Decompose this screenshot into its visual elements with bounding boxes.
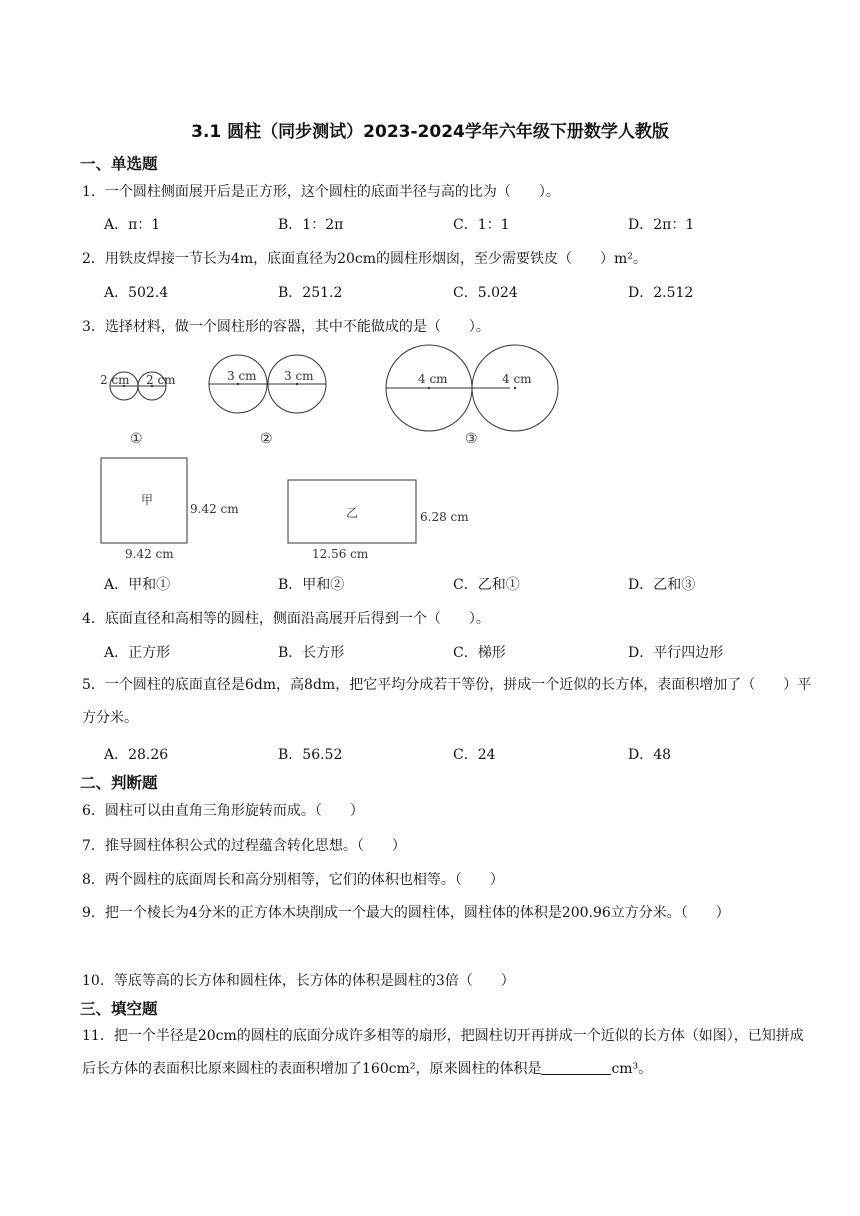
question-1: 1．一个圆柱侧面展开后是正方形，这个圆柱的底面半径与高的比为（ ）。: [82, 184, 560, 200]
rect-yi-bottom-label: 12.56 cm: [312, 547, 369, 561]
rect-yi-side-label: 6.28 cm: [420, 510, 469, 524]
option-c[interactable]: C．24: [453, 747, 496, 763]
circle-1-right-label: 2 cm: [146, 373, 176, 387]
question-3-options: [104, 574, 724, 594]
rect-jia-name: 甲: [141, 493, 154, 507]
marker-3: ③: [465, 431, 478, 447]
question-4-options: [104, 642, 724, 662]
question-2-options: [104, 282, 724, 302]
question-11-unit: cm³。: [611, 1061, 653, 1077]
option-b[interactable]: B．56.52: [278, 747, 343, 763]
circle-3-right-label: 4 cm: [502, 372, 532, 386]
option-b[interactable]: B．251.2: [278, 285, 343, 301]
question-10: 10．等底等高的长方体和圆柱体，长方体的体积是圆柱的3倍（ ）: [82, 973, 515, 989]
option-d[interactable]: D．平行四边形: [628, 645, 724, 661]
question-3-figure: [90, 340, 532, 565]
question-11: [82, 1020, 817, 1086]
answer-blank[interactable]: [541, 1060, 611, 1075]
question-8: 8．两个圆柱的底面周长和高分别相等，它们的体积也相等。（ ）: [82, 872, 504, 888]
marker-1: ①: [130, 431, 143, 447]
question-11-text: 11．把一个半径是20cm的圆柱的底面分成许多相等的扇形，把圆柱切开再拼成一个近似的长方体（如图），已知拼成后长方体的表面积比原来圆柱的表面积增加了160cm²，原来圆柱的体积是: [82, 1028, 804, 1077]
option-d[interactable]: D．48: [628, 747, 672, 763]
option-c[interactable]: C．梯形: [453, 645, 506, 661]
circle-3-left-label: 4 cm: [418, 372, 448, 386]
page-title: 3.1 圆柱（同步测试）2023-2024学年六年级下册数学人教版: [191, 122, 669, 142]
marker-2: ②: [260, 431, 273, 447]
option-a[interactable]: A．正方形: [104, 645, 171, 661]
option-b[interactable]: B．1：2π: [278, 217, 344, 233]
question-7: 7．推导圆柱体积公式的过程蕴含转化思想。（ ）: [82, 838, 406, 854]
option-c[interactable]: C．乙和①: [453, 577, 520, 593]
option-d[interactable]: D．2.512: [628, 285, 694, 301]
circle-2-right-label: 3 cm: [284, 369, 314, 383]
rect-yi-name: 乙: [346, 506, 359, 520]
circle-1-left-label: 2 cm: [100, 373, 130, 387]
rect-jia-bottom-label: 9.42 cm: [125, 547, 174, 561]
rect-jia-side-label: 9.42 cm: [190, 502, 239, 516]
question-6: 6．圆柱可以由直角三角形旋转而成。（ ）: [82, 803, 364, 819]
section-heading-single-choice: 一、单选题: [80, 155, 158, 173]
option-a[interactable]: A．28.26: [104, 747, 169, 763]
option-d[interactable]: D．2π：1: [628, 217, 695, 233]
section-heading-true-false: 二、判断题: [80, 774, 158, 792]
option-a[interactable]: A．甲和①: [104, 577, 171, 593]
option-b[interactable]: B．长方形: [278, 645, 345, 661]
circle-2-left-label: 3 cm: [227, 369, 257, 383]
option-d[interactable]: D．乙和③: [628, 577, 696, 593]
question-9: 9．把一个棱长为4分米的正方体木块削成一个最大的圆柱体，圆柱体的体积是200.96立方分米。（ ）: [82, 905, 730, 921]
question-4: 4．底面直径和高相等的圆柱，侧面沿高展开后得到一个（ ）。: [82, 611, 490, 627]
option-c[interactable]: C．5.024: [453, 285, 518, 301]
option-b[interactable]: B．甲和②: [278, 577, 345, 593]
option-a[interactable]: A．π：1: [104, 217, 161, 233]
question-5: 5．一个圆柱的底面直径是6dm，高8dm，把它平均分成若干等份，拼成一个近似的长方体，表面积增加了（ ）平方分米。: [82, 677, 812, 726]
question-2: 2．用铁皮焊接一节长为4m，底面直径为20cm的圆柱形烟囱，至少需要铁皮（ ）m²。: [82, 251, 647, 267]
option-c[interactable]: C．1：1: [453, 217, 510, 233]
option-a[interactable]: A．502.4: [104, 285, 169, 301]
question-3: 3．选择材料，做一个圆柱形的容器，其中不能做成的是（ ）。: [82, 319, 490, 335]
section-heading-fill-blank: 三、填空题: [80, 1000, 158, 1018]
question-1-options: [104, 214, 724, 234]
question-5-options: [104, 744, 724, 764]
